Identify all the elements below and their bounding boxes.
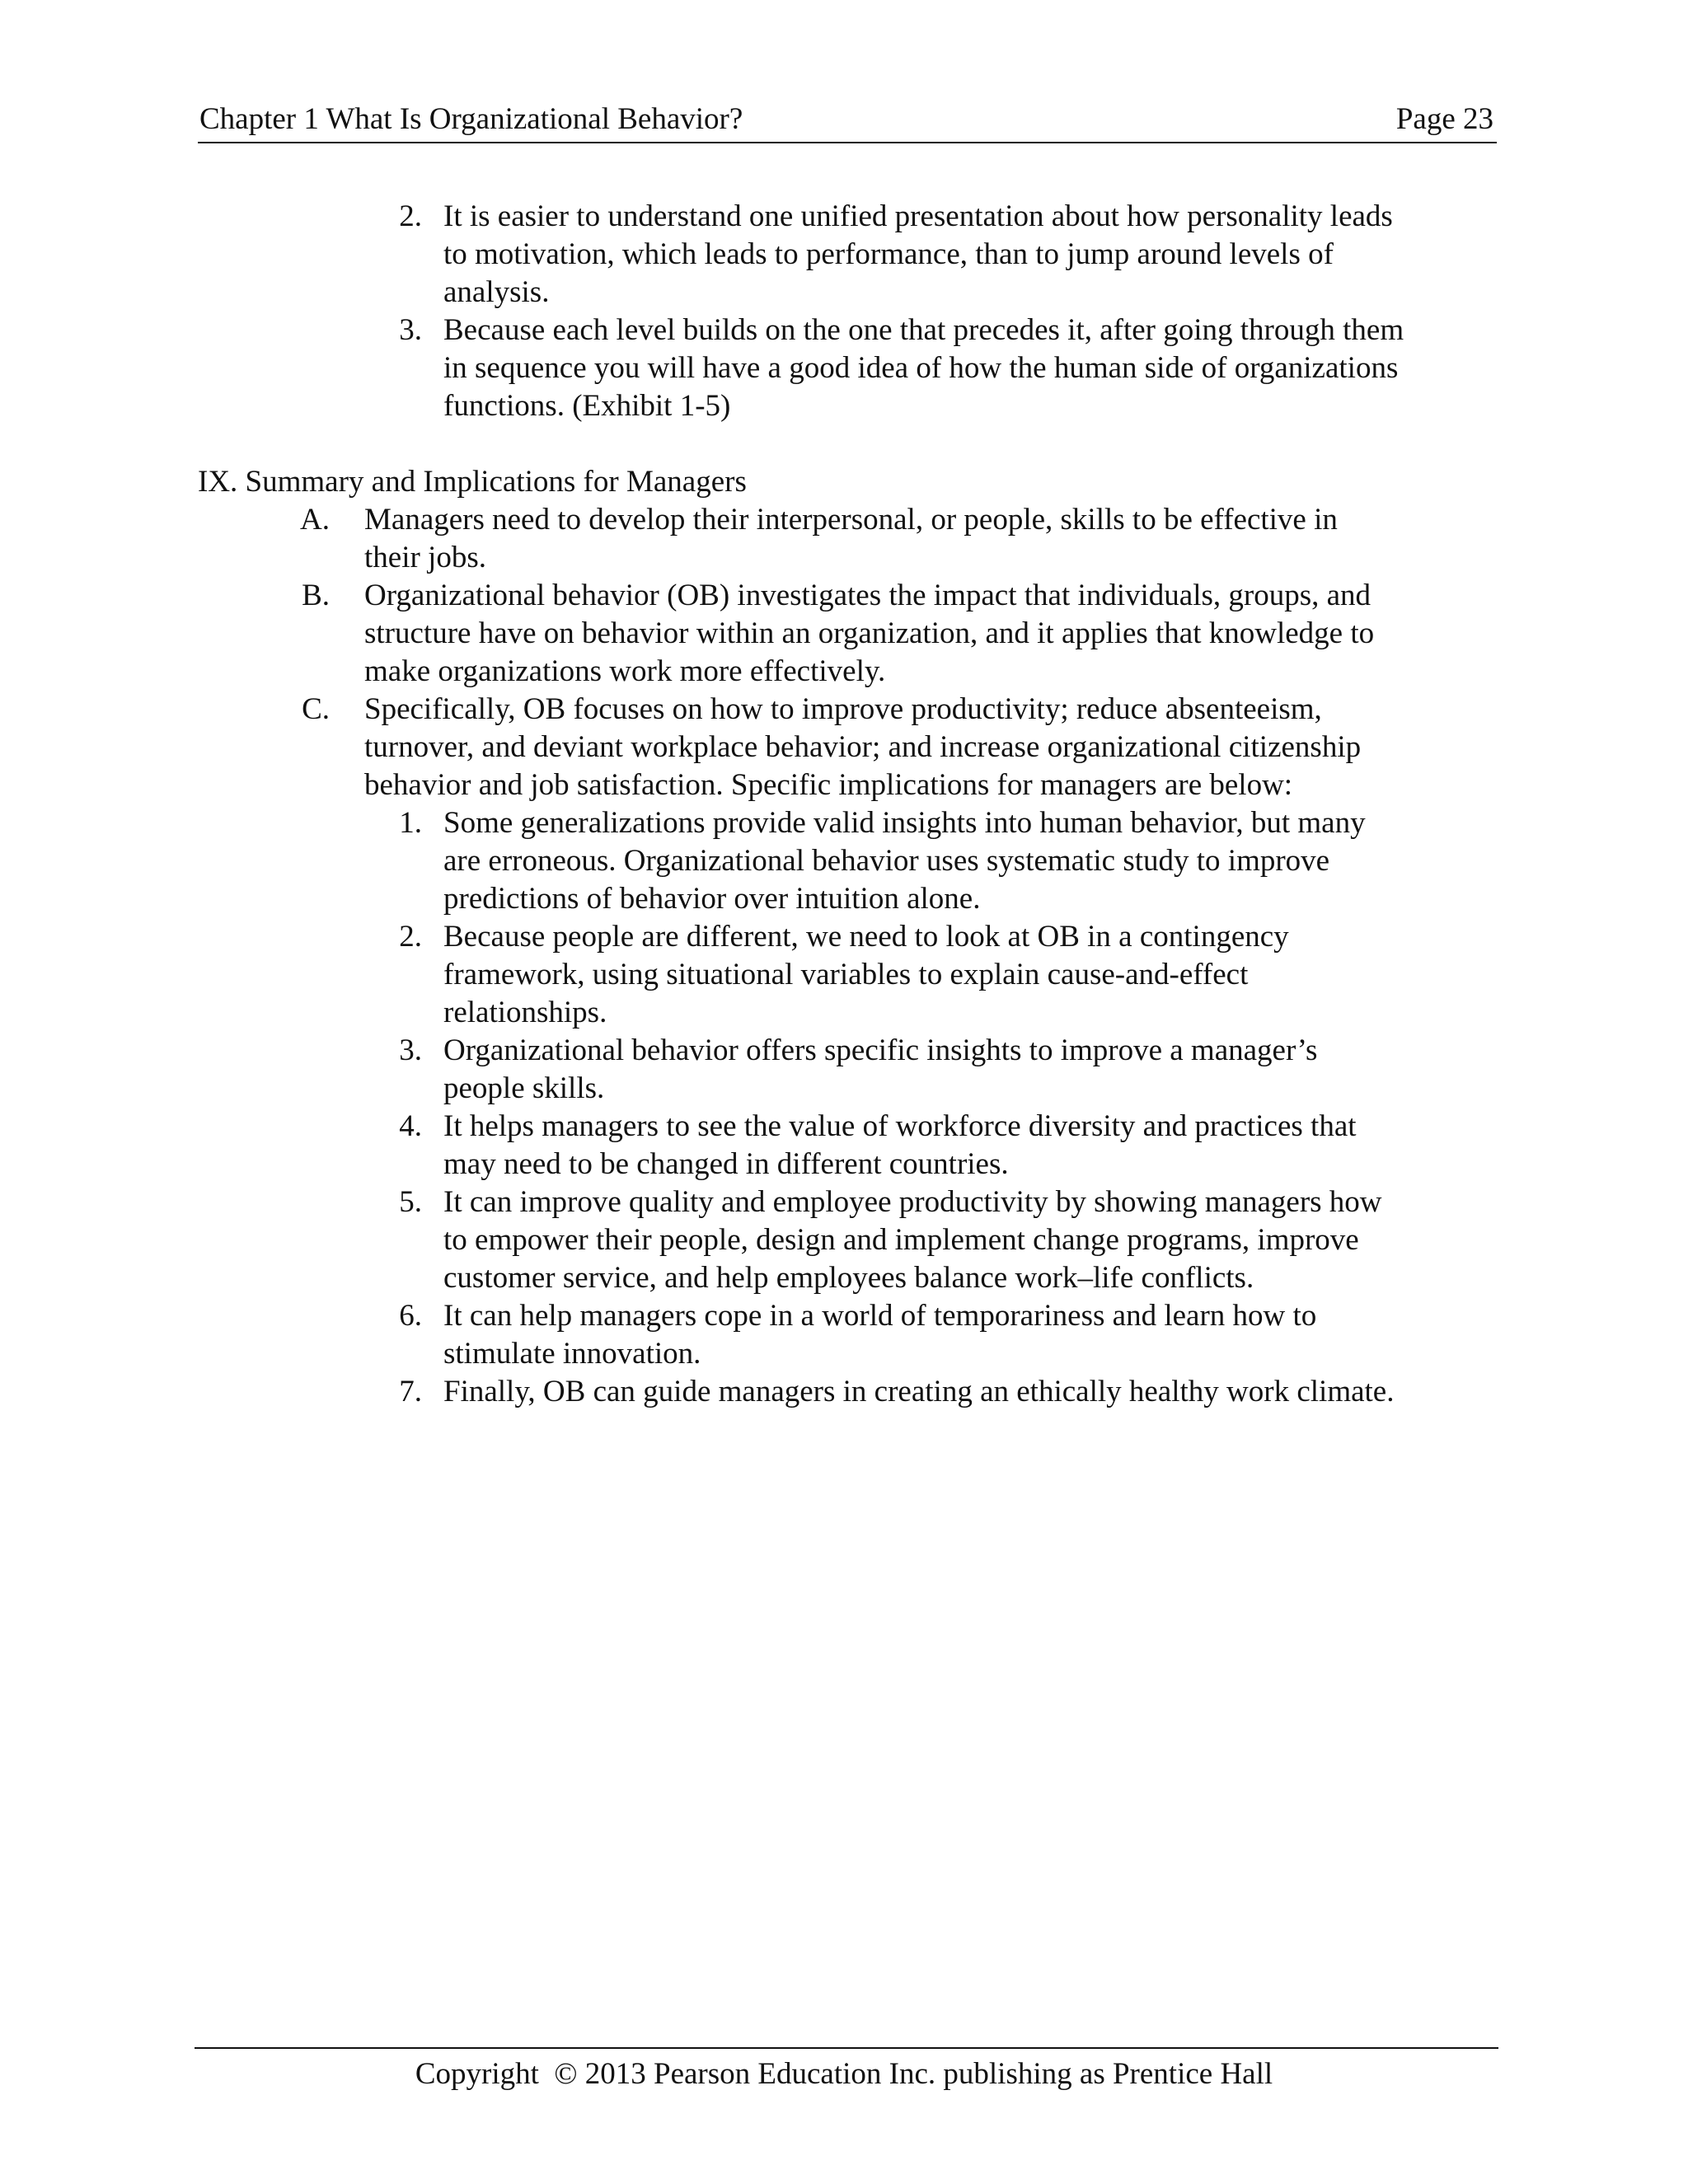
- list-item-text: [364, 691, 1361, 804]
- list-item-text: [364, 501, 1338, 577]
- list-item-text: [443, 1297, 1316, 1373]
- text-line: stimulate innovation.: [443, 1337, 701, 1371]
- copyright-footer: Copyright © 2013 Pearson Education Inc. publishing as Prentice Hall: [415, 2057, 1273, 2091]
- list-marker: 5.: [399, 1185, 422, 1219]
- list-marker: 3.: [399, 313, 422, 347]
- text-line: It is easier to understand one unified presentation about how personality leads: [443, 199, 1393, 233]
- list-marker: 2.: [399, 920, 422, 954]
- text-line: relationships.: [443, 996, 607, 1029]
- text-line: Managers need to develop their interpersonal, or people, skills to be effective in: [364, 503, 1338, 537]
- text-line: predictions of behavior over intuition alone.: [443, 882, 981, 916]
- chapter-title: Chapter 1 What Is Organizational Behavior?: [199, 102, 743, 136]
- text-line: behavior and job satisfaction. Specific implications for managers are below:: [364, 768, 1293, 802]
- section-heading: [198, 463, 747, 501]
- list-item-text: [443, 1032, 1317, 1108]
- text-line: turnover, and deviant workplace behavior; and increase organizational citizenship: [364, 730, 1362, 764]
- footer-rule: [195, 2047, 1498, 2049]
- list-item-text: [443, 198, 1393, 312]
- text-line: Because people are different, we need to look at OB in a contingency: [443, 920, 1289, 954]
- section-heading-text: IX. Summary and Implications for Managers: [198, 465, 747, 499]
- text-line: It can help managers cope in a world of temporariness and learn how to: [443, 1299, 1317, 1333]
- text-line: framework, using situational variables to explain cause-and-effect: [443, 958, 1249, 991]
- text-line: Finally, OB can guide managers in creating an ethically healthy work climate.: [443, 1375, 1395, 1408]
- text-line: Organizational behavior offers specific insights to improve a manager’s: [443, 1033, 1318, 1067]
- text-line: analysis.: [443, 275, 550, 309]
- list-item-text: [443, 312, 1404, 425]
- list-marker: C.: [302, 692, 330, 726]
- text-line: Because each level builds on the one that precedes it, after going through them: [443, 313, 1404, 347]
- text-line: It can improve quality and employee productivity by showing managers how: [443, 1185, 1382, 1219]
- list-item-text: [443, 1183, 1382, 1297]
- text-line: Specifically, OB focuses on how to improve productivity; reduce absenteeism,: [364, 692, 1322, 726]
- text-line: to empower their people, design and implement change programs, improve: [443, 1223, 1359, 1257]
- list-marker: B.: [302, 579, 330, 612]
- text-line: people skills.: [443, 1071, 605, 1105]
- text-line: functions. (Exhibit 1-5): [443, 389, 731, 423]
- text-line: make organizations work more effectively.: [364, 654, 886, 688]
- page-number: Page 23: [1395, 102, 1493, 136]
- text-line: to motivation, which leads to performance, than to jump around levels of: [443, 237, 1334, 271]
- text-line: structure have on behavior within an organization, and it applies that knowledge to: [364, 616, 1375, 650]
- list-item-text: [364, 577, 1374, 691]
- list-marker: 4.: [399, 1109, 422, 1143]
- list-item-text: [443, 918, 1289, 1032]
- list-item-text: [443, 804, 1366, 918]
- list-marker: 3.: [399, 1033, 422, 1067]
- text-line: Organizational behavior (OB) investigates the impact that individuals, groups, and: [364, 579, 1372, 612]
- list-item-text: [443, 1108, 1357, 1183]
- text-line: in sequence you will have a good idea of how the human side of organizations: [443, 351, 1399, 385]
- list-marker: A.: [300, 503, 330, 537]
- list-marker: 1.: [399, 806, 422, 840]
- text-line: their jobs.: [364, 541, 486, 574]
- list-item-text: [443, 1373, 1394, 1411]
- list-marker: 2.: [399, 199, 422, 233]
- text-line: may need to be changed in different countries.: [443, 1147, 1009, 1181]
- text-line: It helps managers to see the value of workforce diversity and practices that: [443, 1109, 1357, 1143]
- text-line: are erroneous. Organizational behavior uses systematic study to improve: [443, 844, 1330, 878]
- page-header: [198, 97, 1497, 143]
- list-marker: 6.: [399, 1299, 422, 1333]
- text-line: Some generalizations provide valid insights into human behavior, but many: [443, 806, 1366, 840]
- text-line: customer service, and help employees balance work–life conflicts.: [443, 1261, 1254, 1295]
- list-marker: 7.: [399, 1375, 422, 1408]
